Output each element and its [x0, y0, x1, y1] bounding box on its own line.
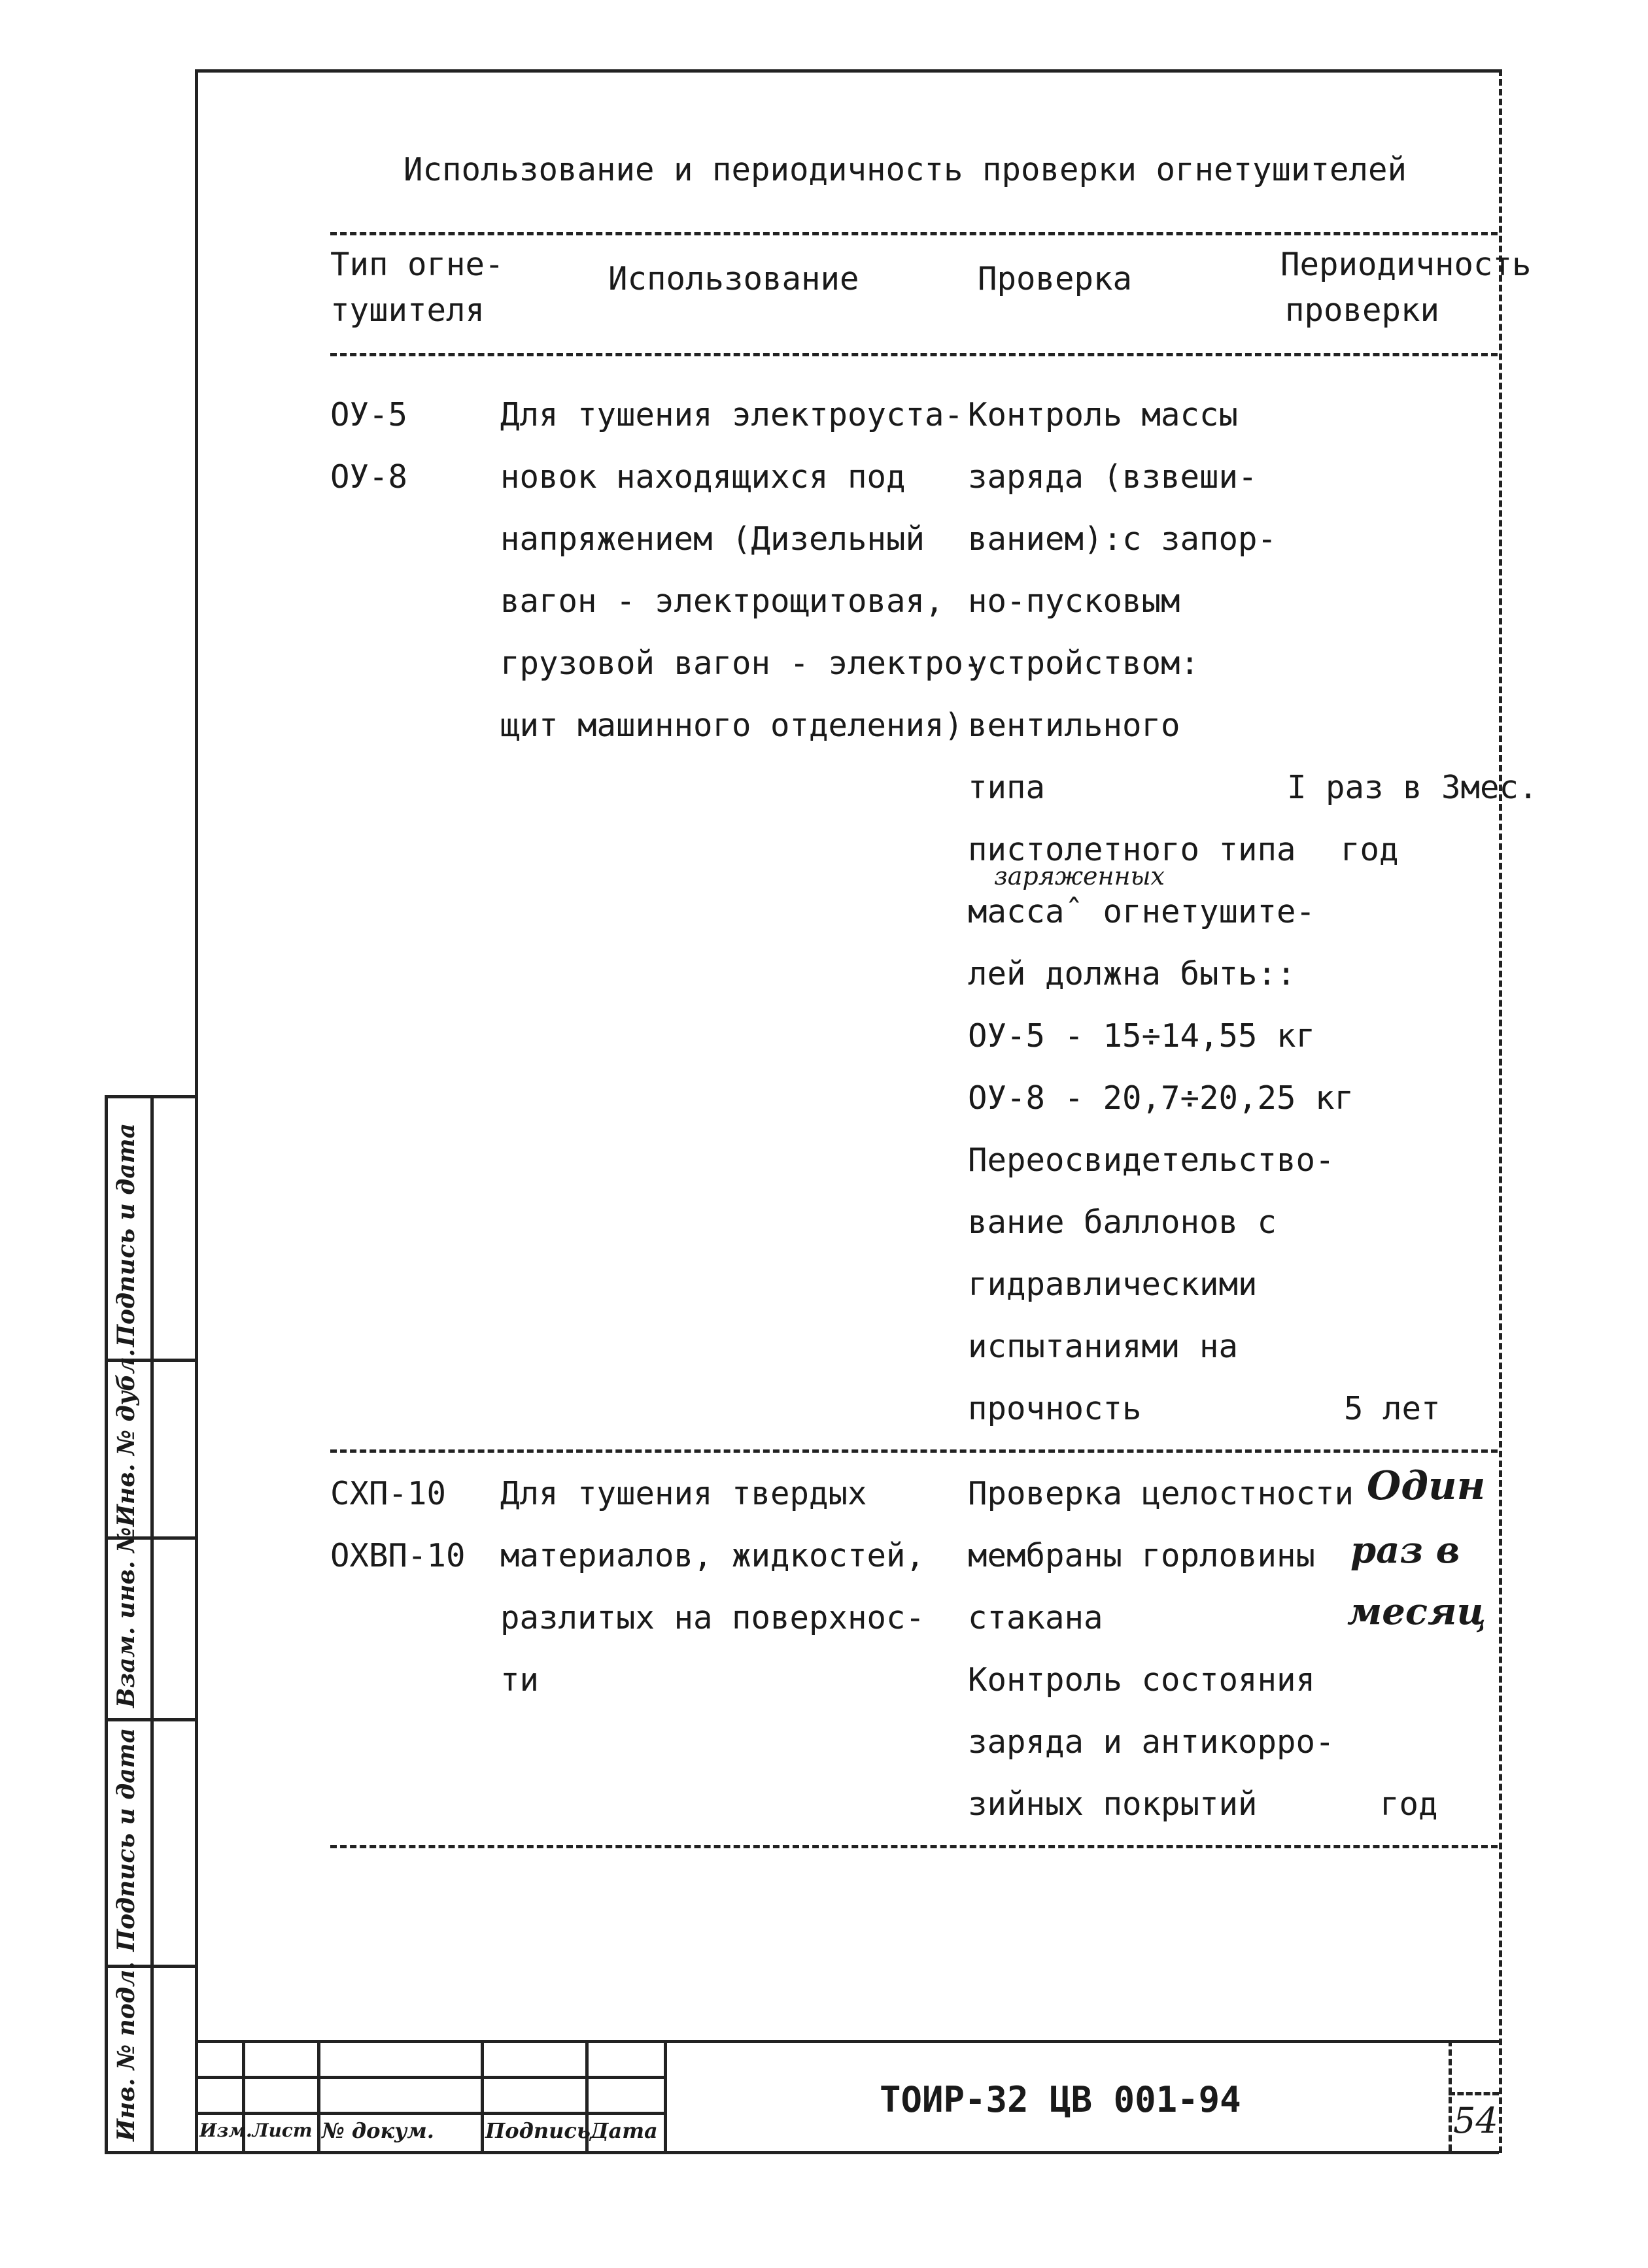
row2-usage-line: материалов, жидкостей, — [500, 1537, 925, 1574]
row2-usage-line: Для тушения твердых — [500, 1475, 867, 1512]
row2-check-line: стакана — [968, 1599, 1103, 1636]
header-period-line2: проверки — [1285, 292, 1440, 329]
stamp-grid-col — [664, 2040, 667, 2151]
row2-type-1: СХП-10 — [330, 1475, 447, 1512]
row2-type-2: ОХВП-10 — [330, 1537, 466, 1574]
row1-check-line: гидравлическими — [968, 1266, 1258, 1303]
row1-usage-line: напряжением (Дизельный — [500, 520, 925, 558]
row1-type-2: ОУ-8 — [330, 458, 408, 496]
page-title: Использование и периодичность проверки огнетушителей — [403, 151, 1407, 188]
row2-usage-line: разлитых на поверхнос- — [500, 1599, 925, 1636]
frame-right — [1499, 69, 1502, 2153]
row2-check-line: заряда и антикорро- — [968, 1723, 1335, 1761]
sidebar-label-dup-inv: Инв. № дубл. — [112, 1348, 140, 1527]
page-box-divider — [1449, 2092, 1499, 2095]
stamp-doc-code: ТОИР-32 ЦВ 001-94 — [880, 2079, 1241, 2120]
row1-check-line: ОУ-8 - 20,7÷20,25 кг — [968, 1079, 1354, 1117]
row1-period-yearly: год — [1341, 831, 1399, 868]
sidebar-label-signature-date: Подпись и дата — [112, 1123, 140, 1347]
row1-usage-line: новок находящихся под — [500, 458, 906, 496]
table-top-rule — [330, 232, 1498, 235]
header-type-line2: тушителя — [330, 292, 485, 329]
row1-check-line: вание баллонов с — [968, 1204, 1277, 1241]
row1-usage-line: щит машинного отделения) — [500, 707, 964, 744]
stamp-caption-date: Дата — [590, 2118, 658, 2143]
row1-check-line: ванием):с запор- — [968, 520, 1277, 558]
row1-type-1: ОУ-5 — [330, 396, 408, 433]
row1-check-insert: заряженных — [994, 862, 1165, 890]
row1-check-line: Контроль массы — [968, 396, 1239, 433]
frame-left — [195, 69, 198, 2153]
row1-check-line: заряда (взвеши- — [968, 458, 1258, 496]
row1-check-line: устройством: — [968, 645, 1200, 682]
header-usage: Использование — [608, 260, 859, 297]
table-bottom-rule — [330, 1845, 1498, 1848]
stamp-grid-row — [196, 2076, 664, 2079]
row1-check-line: массаˆ огнетушите- — [968, 893, 1316, 930]
row1-check-line: испытаниями на — [968, 1328, 1239, 1365]
row2-period-handwritten: месяц — [1347, 1590, 1486, 1633]
row1-check-line: ОУ-5 - 15÷14,55 кг — [968, 1017, 1316, 1055]
stamp-caption-doc-no: № докум. — [322, 2118, 434, 2143]
row2-period-handwritten: Один — [1367, 1463, 1486, 1509]
frame-top — [196, 69, 1499, 73]
sidebar-label-orig-inv: Инв. № подл. — [112, 1961, 140, 2141]
stamp-bottom — [196, 2151, 1499, 2154]
stamp-grid-row — [196, 2112, 664, 2115]
sidebar-bottom — [105, 2151, 196, 2154]
row-separator-rule — [330, 1449, 1498, 1453]
sidebar-divider — [105, 1718, 196, 1721]
stamp-grid-col — [317, 2040, 320, 2151]
row1-usage-line: Для тушения электроуста- — [500, 396, 964, 433]
row1-period-5years: 5 лет — [1344, 1390, 1441, 1427]
row2-check-line: Проверка целостности — [968, 1475, 1354, 1512]
row2-period-yearly: год — [1380, 1786, 1438, 1823]
stamp-grid-col — [481, 2040, 484, 2151]
row1-check-line: пистолетного типа — [968, 831, 1296, 868]
page-number: 54 — [1453, 2100, 1498, 2141]
row2-usage-line: ти — [500, 1661, 540, 1699]
row1-check-line: Переосвидетельство- — [968, 1142, 1335, 1179]
row2-check-line: мембраны горловины — [968, 1537, 1316, 1574]
row1-check-line: лей должна быть:: — [968, 955, 1296, 992]
row1-usage-line: вагон - электрощитовая, — [500, 583, 944, 620]
row2-period-handwritten: раз в — [1350, 1529, 1460, 1572]
sidebar-outer — [105, 1095, 108, 2152]
row1-check-line: вентильного — [968, 707, 1180, 744]
stamp-top — [196, 2040, 1499, 2043]
row2-check-line: Контроль состояния — [968, 1661, 1316, 1699]
sidebar-inner — [150, 1095, 154, 2152]
row1-check-line: прочность — [968, 1390, 1142, 1427]
sidebar-label-replace-inv: Взам. инв. № — [112, 1527, 140, 1708]
stamp-caption-change-sheet: Изм.Лист — [199, 2120, 313, 2141]
row1-period-quarterly: I раз в 3мес. — [1287, 769, 1538, 806]
header-bottom-rule — [330, 353, 1498, 356]
sidebar-label-signature-date-2: Подпись и дата — [112, 1727, 140, 1952]
header-type-line1: Тип огне- — [330, 246, 504, 283]
header-check: Проверка — [978, 260, 1133, 297]
header-period-line1: Периодичность — [1280, 246, 1532, 283]
row1-check-line: но-пусковым — [968, 583, 1180, 620]
row1-check-line: типа — [968, 769, 1046, 806]
row2-check-line: зийных покрытий — [968, 1786, 1258, 1823]
row1-usage-line: грузовой вагон - электро- — [500, 645, 983, 682]
stamp-caption-signature: Подпись — [485, 2118, 591, 2143]
page-box-left — [1449, 2040, 1452, 2151]
